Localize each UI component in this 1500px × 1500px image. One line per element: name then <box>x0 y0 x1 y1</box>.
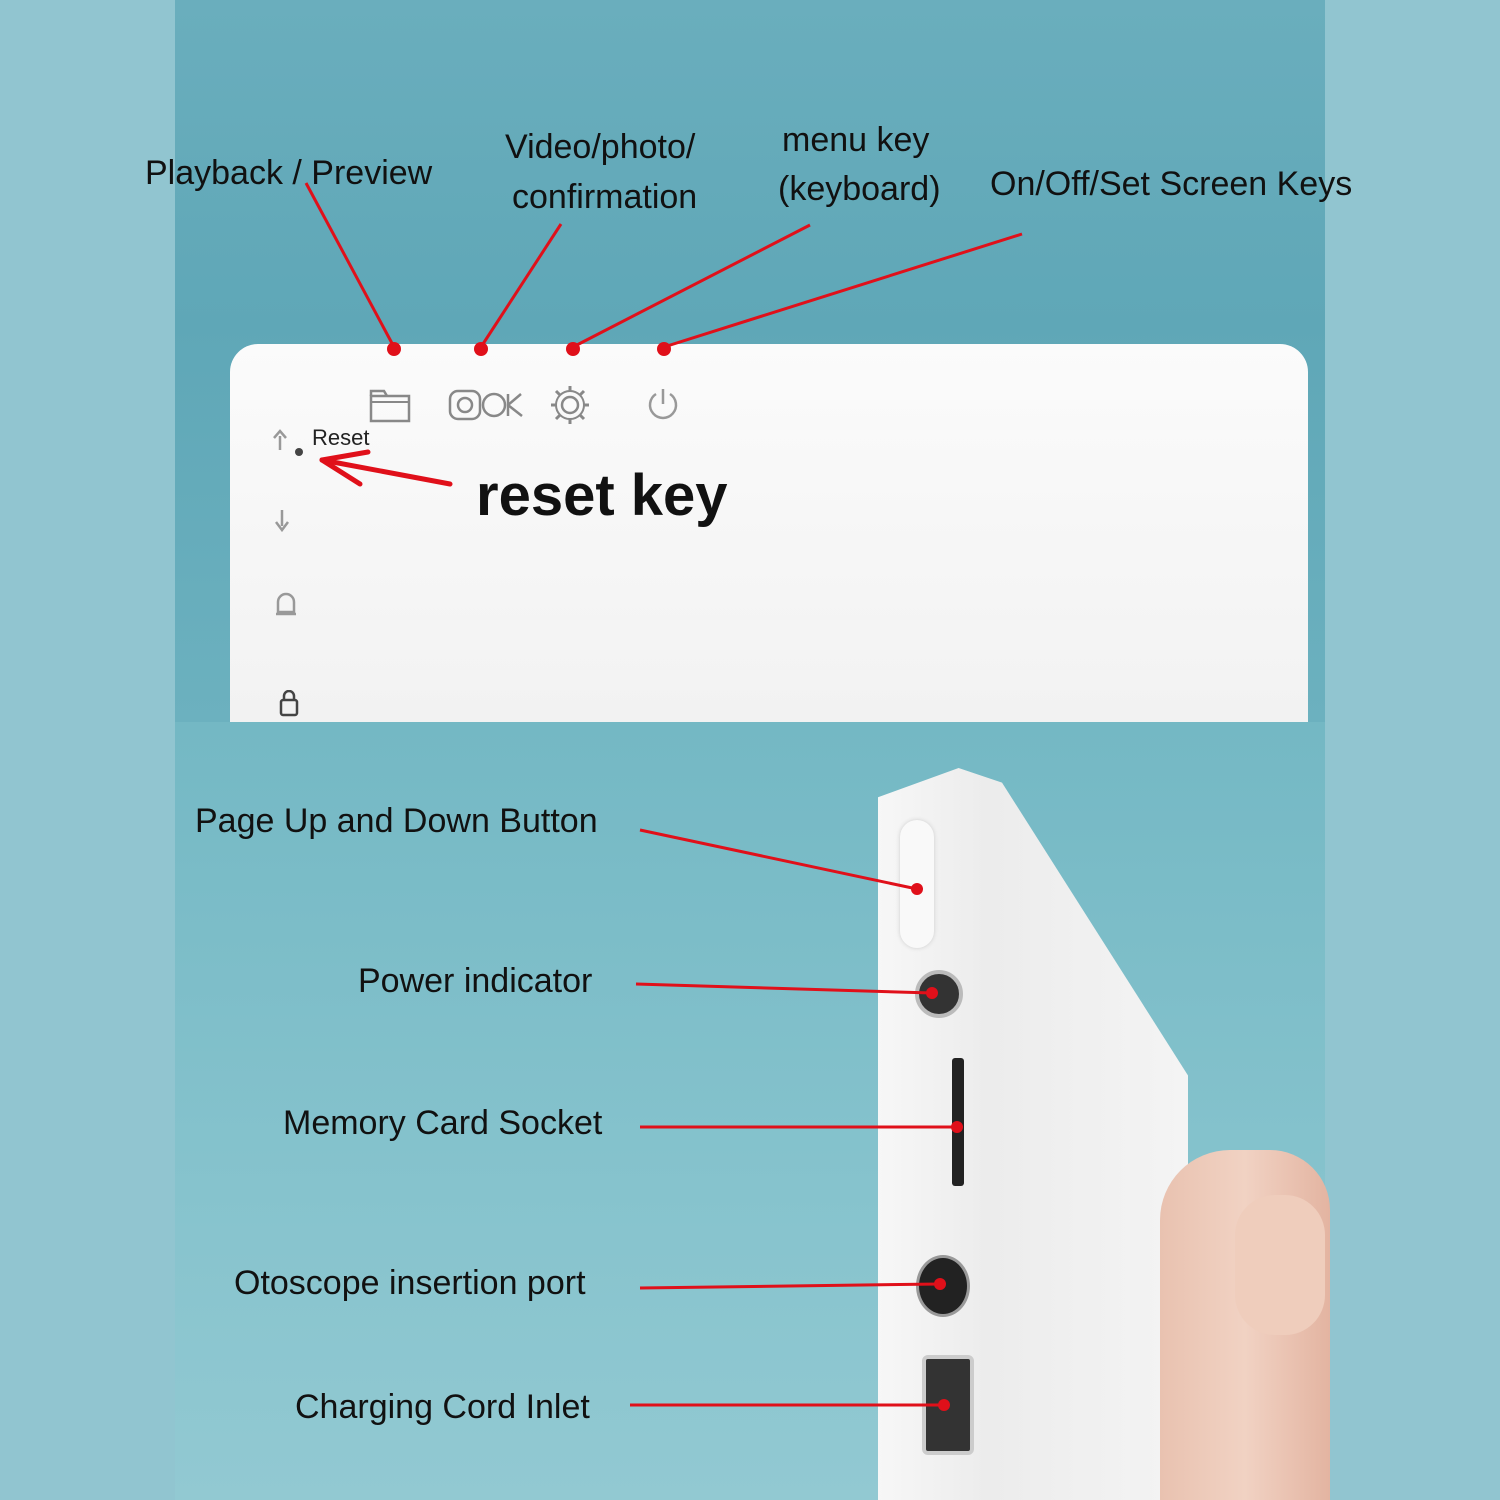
memory-card-label: Memory Card Socket <box>283 1104 603 1142</box>
menu-dot <box>566 342 580 356</box>
charging-dot <box>938 1399 950 1411</box>
page-updown-label: Page Up and Down Button <box>195 802 598 840</box>
otoscope-leader <box>640 1284 940 1288</box>
page-updown-leader <box>640 830 917 889</box>
page-updown-dot <box>911 883 923 895</box>
menu-key-label-line1: menu key <box>782 121 930 159</box>
video-dot <box>474 342 488 356</box>
power-indicator-label: Power indicator <box>358 962 593 1000</box>
playback-leader <box>306 183 394 347</box>
otoscope-port-label: Otoscope insertion port <box>234 1264 586 1302</box>
otoscope-dot <box>934 1278 946 1290</box>
onoff-dot <box>657 342 671 356</box>
charging-inlet-label: Charging Cord Inlet <box>295 1388 590 1426</box>
menu-leader <box>573 225 810 347</box>
reset-arrow <box>322 452 450 484</box>
menu-key-label-line2: (keyboard) <box>778 170 941 208</box>
playback-preview-label: Playback / Preview <box>145 154 433 192</box>
reset-key-callout: reset key <box>476 463 728 528</box>
video-photo-label-line1: Video/photo/ <box>505 128 696 166</box>
playback-dot <box>387 342 401 356</box>
power-indicator-dot <box>926 987 938 999</box>
video-photo-label-line2: confirmation <box>512 178 698 216</box>
onoff-label: On/Off/Set Screen Keys <box>990 165 1353 203</box>
reset-device-label: Reset <box>312 425 370 450</box>
memory-card-dot <box>951 1121 963 1133</box>
video-leader <box>481 224 561 347</box>
power-indicator-leader <box>636 984 932 993</box>
onoff-leader <box>664 234 1022 347</box>
